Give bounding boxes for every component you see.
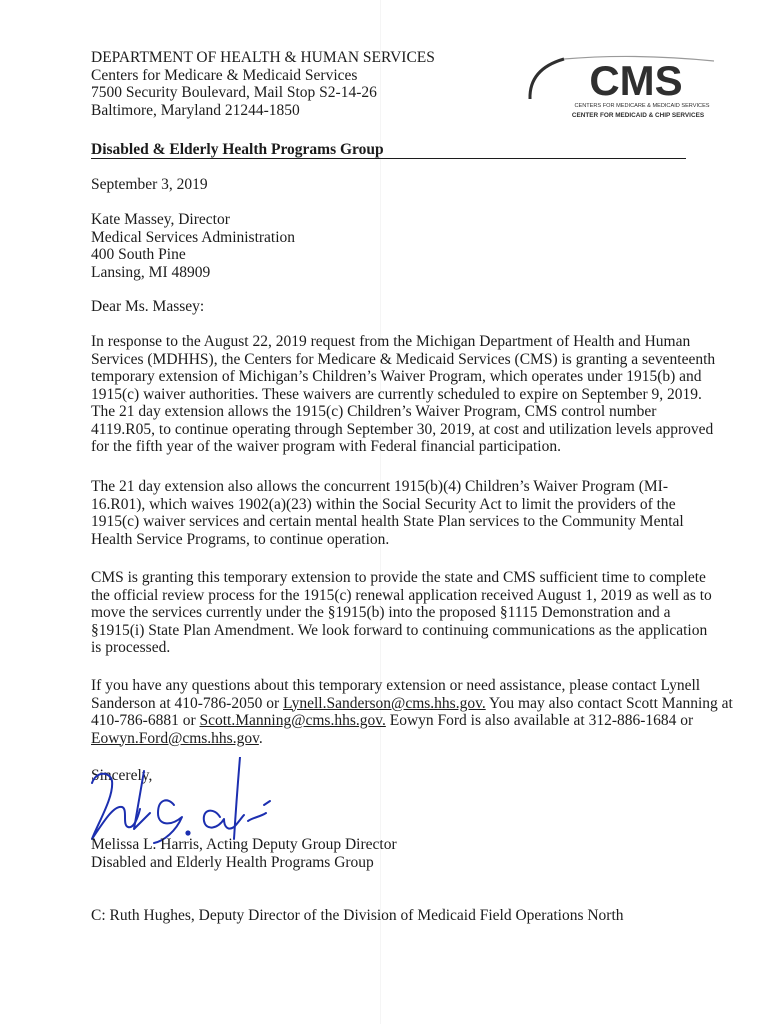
recipient-org: Medical Services Administration: [91, 228, 296, 246]
email-link-sanderson[interactable]: Lynell.Sanderson@cms.hhs.gov.: [283, 694, 486, 712]
paragraph-4: [91, 677, 733, 747]
logo-line-2: CENTER FOR MEDICAID & CHIP SERVICES: [571, 112, 705, 119]
contact-text: Sanderson at 410-786-2050 or: [91, 694, 283, 712]
paragraph-2: [91, 478, 684, 548]
signature-stroke: [204, 811, 244, 829]
paragraph-line: temporary extension of Michigan’s Children’s Waiver Program, which operates under 1915(b) and: [91, 368, 702, 385]
signer-group: Disabled and Elderly Health Programs Group: [91, 853, 374, 871]
email-link-manning[interactable]: Scott.Manning@cms.hhs.gov.: [199, 712, 386, 729]
recipient-name: Kate Massey, Director: [91, 211, 230, 228]
logo-letters: CMS: [589, 57, 683, 104]
recipient-city: Lansing, MI 48909: [91, 263, 211, 281]
signature-stroke: [92, 774, 140, 839]
paragraph-line: [91, 712, 733, 730]
paragraph-3: [91, 569, 712, 657]
logo-line-1: CENTERS FOR MEDICARE & MEDICAID SERVICES: [574, 103, 710, 109]
recipient-address: [91, 211, 295, 281]
paragraph-line: Services (MDHHS), the Centers for Medicare & Medicaid Services (CMS) is granting a seventeenth: [91, 350, 716, 368]
signature-stroke: [134, 771, 150, 829]
cms-logo: [524, 55, 724, 125]
handwritten-signature: [88, 757, 288, 847]
paragraph-line: In response to the August 22, 2019 request from the Michigan Department of Health and Human: [91, 333, 691, 350]
paragraph-line: Health Service Programs, to continue operation.: [91, 530, 390, 548]
paragraph-line: [91, 695, 733, 713]
recipient-street: 400 South Pine: [91, 246, 186, 263]
logo-swoosh: [530, 59, 564, 99]
paragraph-line: 16.R01), which waives 1902(a)(23) within the Social Security Act to limit the providers of the: [91, 495, 676, 513]
cc-line: C: Ruth Hughes, Deputy Director of the Division of Medicaid Field Operations North: [91, 907, 624, 924]
paragraph-line: is processed.: [91, 639, 171, 656]
paragraph-line: 1915(c) waiver services and certain mental health State Plan services to the Community Mental: [91, 513, 684, 530]
paragraph-line: 4119.R05, to continue operating through September 30, 2019, at cost and utilization levels approved: [91, 420, 714, 438]
paragraph-line: 1915(c) waiver authorities. These waivers are currently scheduled to expire on September 9, 2019.: [91, 385, 702, 403]
email-link-ford[interactable]: Eowyn.Ford@cms.hhs.gov: [91, 729, 259, 747]
paragraph-line: The 21 day extension also allows the concurrent 1915(b)(4) Children’s Waiver Program (MI-: [91, 478, 668, 495]
group-heading: Disabled & Elderly Health Programs Group: [91, 141, 384, 158]
sender-address: [91, 49, 435, 119]
signature-stroke: [248, 813, 266, 821]
sender-street: 7500 Security Boulevard, Mail Stop S2-14-26: [91, 84, 377, 101]
paragraph-line: §1915(i) State Plan Amendment. We look forward to continuing communications as the application: [91, 621, 708, 639]
paragraph-line: move the services currently under the §1915(b) into the proposed §1115 Demonstration and a: [91, 604, 671, 621]
contact-text: You may also contact Scott Manning at: [485, 694, 733, 712]
paragraph-line: CMS is granting this temporary extension to provide the state and CMS sufficient time to complete: [91, 569, 706, 586]
closing: Sincerely,: [91, 767, 153, 784]
paragraph-line: the official review process for the 1915(c) renewal application received August 1, 2019 as well as to: [91, 586, 712, 604]
paragraph-line: The 21 day extension allows the 1915(c) Children’s Waiver Program, CMS control number: [91, 403, 657, 420]
contact-text: 410-786-6881 or: [91, 712, 200, 729]
heading-rule: [91, 158, 686, 159]
contact-text: .: [258, 729, 263, 747]
letter-date: September 3, 2019: [91, 176, 208, 193]
contact-text: Eowyn Ford is also available at 312-886-1684 or: [385, 712, 694, 729]
paragraph-1: [91, 333, 715, 456]
paragraph-line: for the fifth year of the waiver program with Federal financial participation.: [91, 438, 561, 455]
signer-name-title: Melissa L. Harris, Acting Deputy Group Director: [91, 836, 397, 853]
paragraph-line: [91, 730, 733, 748]
paragraph-line: If you have any questions about this temporary extension or need assistance, please contact Lynell: [91, 677, 701, 694]
agency-name: Centers for Medicare & Medicaid Services: [91, 66, 358, 84]
salutation: Dear Ms. Massey:: [91, 298, 205, 315]
sender-city: Baltimore, Maryland 21244-1850: [91, 101, 300, 119]
department-name: DEPARTMENT OF HEALTH & HUMAN SERVICES: [91, 49, 435, 66]
signature-dot: [186, 831, 189, 834]
signature-block: [91, 836, 397, 871]
signature-stroke: [264, 801, 270, 805]
